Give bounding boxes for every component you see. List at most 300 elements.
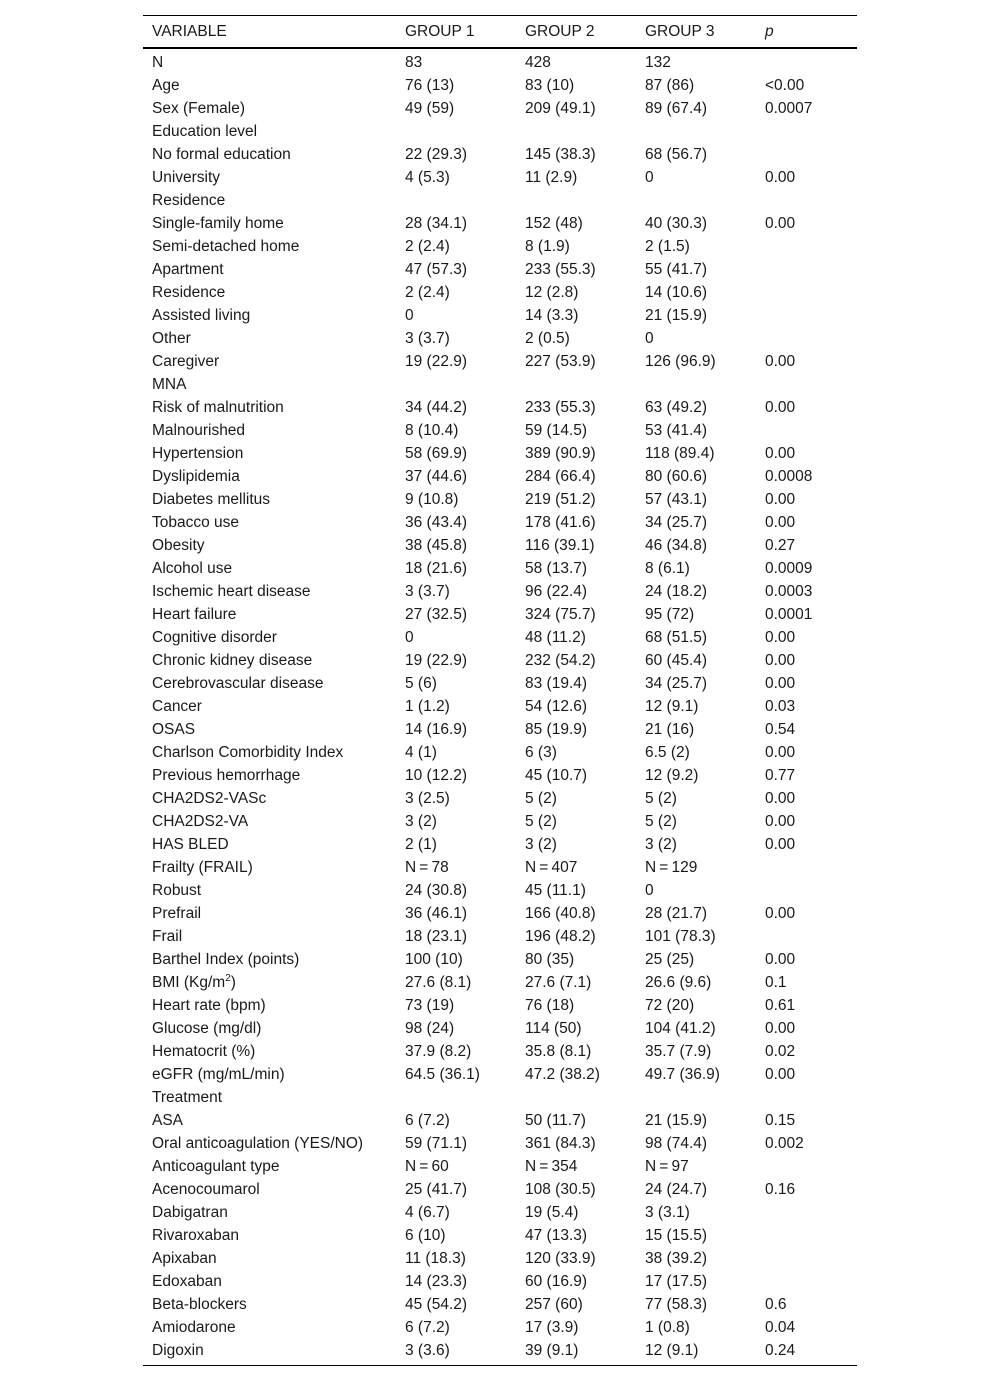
table-row — [143, 419, 857, 442]
table-row — [143, 212, 857, 235]
bmi-label-post: ) — [230, 973, 236, 991]
table-row — [143, 465, 857, 488]
table-cell-group-3: 25 (25) — [645, 950, 695, 968]
table-cell-group-1: 76 (13) — [405, 76, 455, 94]
table-cell-variable: Cerebrovascular disease — [152, 674, 324, 692]
table-cell-p-value: 0.61 — [765, 996, 796, 1014]
table-row — [143, 166, 857, 189]
table-cell-p-value: 0.00 — [765, 444, 796, 462]
table-row — [143, 649, 857, 672]
table-cell-group-3: 77 (58.3) — [645, 1295, 708, 1313]
table-cell-group-1: 14 (16.9) — [405, 720, 468, 738]
table-cell-p-value: 0.00 — [765, 628, 796, 646]
table-cell-group-1: 4 (6.7) — [405, 1203, 450, 1221]
table-cell-group-2: 361 (84.3) — [525, 1134, 596, 1152]
table-row — [143, 787, 857, 810]
table-cell-variable: CHA2DS2-VASc — [152, 789, 267, 807]
table-cell-group-2: 196 (48.2) — [525, 927, 596, 945]
table-cell-p-value: 0.16 — [765, 1180, 796, 1198]
table-cell-group-3: 17 (17.5) — [645, 1272, 708, 1290]
table-cell-group-3: 126 (96.9) — [645, 352, 716, 370]
data-table — [143, 15, 857, 1366]
table-cell-p-value: 0.00 — [765, 352, 796, 370]
table-cell-variable: eGFR (mg/mL/min) — [152, 1065, 285, 1083]
table-cell-p-value: 0.00 — [765, 835, 796, 853]
table-cell-group-1: 27.6 (8.1) — [405, 973, 472, 991]
table-cell-group-3: 28 (21.7) — [645, 904, 708, 922]
table-cell-group-1: 64.5 (36.1) — [405, 1065, 480, 1083]
table-cell-variable: Hematocrit (%) — [152, 1042, 256, 1060]
table-cell-p-value: 0.00 — [765, 398, 796, 416]
table-cell-group-1: 28 (34.1) — [405, 214, 468, 232]
table-cell-group-2: 83 (10) — [525, 76, 575, 94]
table-cell-group-1: 2 (2.4) — [405, 237, 450, 255]
table-cell-group-2: 232 (54.2) — [525, 651, 596, 669]
table-cell-group-3: 5 (2) — [645, 812, 677, 830]
table-cell-group-2: 3 (2) — [525, 835, 557, 853]
table-row — [143, 879, 857, 902]
table-cell-group-3: 26.6 (9.6) — [645, 973, 712, 991]
table-cell-group-2: 145 (38.3) — [525, 145, 596, 163]
table-cell-group-3: 98 (74.4) — [645, 1134, 708, 1152]
table-cell-variable: Anticoagulant type — [152, 1157, 280, 1175]
table-cell-group-1: 0 — [405, 306, 414, 324]
table-cell-group-2: 233 (55.3) — [525, 398, 596, 416]
table-cell-p-value: 0.00 — [765, 1019, 796, 1037]
table-cell-p-value: 0.02 — [765, 1042, 796, 1060]
table-row — [143, 557, 857, 580]
header-group-1: GROUP 1 — [405, 22, 475, 40]
table-cell-group-1: 37 (44.6) — [405, 467, 468, 485]
table-cell-group-3: 80 (60.6) — [645, 467, 708, 485]
table-cell-variable: Frail — [152, 927, 183, 945]
table-row — [143, 120, 857, 143]
table-cell-group-1: 45 (54.2) — [405, 1295, 468, 1313]
table-cell-variable: Other — [152, 329, 191, 347]
table-row — [143, 810, 857, 833]
table-row — [143, 833, 857, 856]
table-cell-group-2: 48 (11.2) — [525, 628, 586, 646]
table-cell-group-3: 118 (89.4) — [645, 444, 715, 462]
table-cell-p-value: 0.00 — [765, 513, 796, 531]
table-cell-variable: Residence — [152, 283, 226, 301]
table-cell-p-value: 0.0007 — [765, 99, 813, 117]
header-variable: VARIABLE — [152, 22, 227, 40]
table-cell-group-1: 38 (45.8) — [405, 536, 468, 554]
table-cell-variable: Heart rate (bpm) — [152, 996, 266, 1014]
table-cell-group-3: 24 (24.7) — [645, 1180, 708, 1198]
table-cell-p-value: 0.00 — [765, 789, 796, 807]
table-cell-group-2: 5 (2) — [525, 812, 557, 830]
table-row — [143, 1155, 857, 1178]
table-cell-p-value: 0.24 — [765, 1341, 796, 1359]
table-cell-group-3: N = 129 — [645, 858, 698, 876]
header-group-3: GROUP 3 — [645, 22, 715, 40]
table-row — [143, 718, 857, 741]
table-cell-group-2: 59 (14.5) — [525, 421, 588, 439]
table-cell-group-1: 19 (22.9) — [405, 352, 468, 370]
table-cell-group-3: 24 (18.2) — [645, 582, 708, 600]
table-cell-variable: Obesity — [152, 536, 205, 554]
table-cell-group-1: N = 78 — [405, 858, 449, 876]
table-row — [143, 258, 857, 281]
table-cell-variable: Cognitive disorder — [152, 628, 277, 646]
table-cell-variable: Dyslipidemia — [152, 467, 240, 485]
table-cell-variable: CHA2DS2-VA — [152, 812, 249, 830]
table-cell-group-1: 9 (10.8) — [405, 490, 459, 508]
table-cell-variable: HAS BLED — [152, 835, 229, 853]
table-row — [143, 1017, 857, 1040]
table-row — [143, 1316, 857, 1339]
table-cell-group-1: 3 (3.7) — [405, 329, 450, 347]
table-row — [143, 856, 857, 879]
table-cell-group-2: 85 (19.9) — [525, 720, 588, 738]
table-row — [143, 925, 857, 948]
table-cell-p-value: 0.002 — [765, 1134, 804, 1152]
table-cell-variable: Chronic kidney disease — [152, 651, 313, 669]
table-cell-group-2: 324 (75.7) — [525, 605, 596, 623]
table-cell-group-1: 18 (23.1) — [405, 927, 468, 945]
table-cell-variable: Ischemic heart disease — [152, 582, 311, 600]
table-cell-group-2: 96 (22.4) — [525, 582, 588, 600]
table-cell-group-3: 0 — [645, 168, 654, 186]
table-row — [143, 1040, 857, 1063]
table-cell-group-2: 45 (10.7) — [525, 766, 588, 784]
table-row — [143, 1086, 857, 1109]
table-row — [143, 1063, 857, 1086]
table-cell-group-1: 98 (24) — [405, 1019, 455, 1037]
table-cell-variable: Residence — [152, 191, 226, 209]
table-cell-variable: Acenocoumarol — [152, 1180, 260, 1198]
table-cell-variable: Robust — [152, 881, 202, 899]
table-cell-variable: Caregiver — [152, 352, 220, 370]
table-cell-group-2: 166 (40.8) — [525, 904, 596, 922]
table-cell-group-3: 12 (9.1) — [645, 697, 699, 715]
table-cell-variable: Heart failure — [152, 605, 237, 623]
table-cell-group-1: 6 (7.2) — [405, 1318, 450, 1336]
table-row — [143, 350, 857, 373]
table-row — [143, 1247, 857, 1270]
table-cell-group-3: 55 (41.7) — [645, 260, 708, 278]
table-cell-group-1: 8 (10.4) — [405, 421, 459, 439]
table-cell-group-2: 227 (53.9) — [525, 352, 596, 370]
table-cell-group-1: 73 (19) — [405, 996, 455, 1014]
table-cell-variable: N — [152, 53, 164, 71]
table-cell-group-2: 19 (5.4) — [525, 1203, 579, 1221]
table-cell-group-3: 1 (0.8) — [645, 1318, 690, 1336]
table-row — [143, 97, 857, 120]
table-cell-variable: Malnourished — [152, 421, 246, 439]
table-cell-p-value: 0.00 — [765, 904, 796, 922]
table-row — [143, 1339, 857, 1362]
table-row — [143, 281, 857, 304]
table-cell-variable: Amiodarone — [152, 1318, 236, 1336]
table-cell-group-1: 24 (30.8) — [405, 881, 468, 899]
table-cell-variable: University — [152, 168, 221, 186]
header-group-2: GROUP 2 — [525, 22, 595, 40]
table-cell-group-2: 2 (0.5) — [525, 329, 570, 347]
table-cell-group-1: 2 (2.4) — [405, 283, 450, 301]
table-row — [143, 442, 857, 465]
table-cell-group-1: 49 (59) — [405, 99, 455, 117]
table-cell-group-3: 21 (15.9) — [645, 306, 708, 324]
table-cell-group-1: 34 (44.2) — [405, 398, 468, 416]
table-cell-group-3: 14 (10.6) — [645, 283, 708, 301]
table-cell-variable: Education level — [152, 122, 258, 140]
table-cell-group-2: 60 (16.9) — [525, 1272, 588, 1290]
table-cell-group-3: 53 (41.4) — [645, 421, 708, 439]
table-cell-p-value: 0.00 — [765, 812, 796, 830]
table-cell-group-1: 2 (1) — [405, 835, 437, 853]
table-cell-group-1: 6 (7.2) — [405, 1111, 450, 1129]
table-row — [143, 672, 857, 695]
table-header-row — [143, 16, 857, 47]
table-cell-group-3: 2 (1.5) — [645, 237, 690, 255]
table-cell-group-3: 12 (9.2) — [645, 766, 699, 784]
table-cell-p-value: 0.00 — [765, 490, 796, 508]
table-bottom-rule — [143, 1365, 857, 1366]
table-cell-group-3: 104 (41.2) — [645, 1019, 716, 1037]
table-cell-variable: Rivaroxaban — [152, 1226, 240, 1244]
table-row — [143, 1293, 857, 1316]
table-cell-group-1: 3 (2.5) — [405, 789, 450, 807]
table-cell-variable: Hypertension — [152, 444, 244, 462]
table-cell-group-2: 108 (30.5) — [525, 1180, 596, 1198]
table-body — [143, 49, 857, 1362]
table-cell-variable: MNA — [152, 375, 187, 393]
table-cell-variable: Glucose (mg/dl) — [152, 1019, 262, 1037]
table-cell-variable: Semi-detached home — [152, 237, 300, 255]
table-cell-group-3: 0 — [645, 881, 654, 899]
table-cell-group-1: 83 — [405, 53, 423, 71]
table-cell-group-3: N = 97 — [645, 1157, 689, 1175]
table-cell-group-2: 5 (2) — [525, 789, 557, 807]
table-cell-group-1: 6 (10) — [405, 1226, 446, 1244]
table-cell-variable: Digoxin — [152, 1341, 204, 1359]
table-cell-group-2: 80 (35) — [525, 950, 575, 968]
table-cell-group-1: 14 (23.3) — [405, 1272, 468, 1290]
table-cell-variable: Oral anticoagulation (YES/NO) — [152, 1134, 364, 1152]
table-cell-variable: Cancer — [152, 697, 202, 715]
table-cell-group-3: 0 — [645, 329, 654, 347]
table-cell-group-3: 12 (9.1) — [645, 1341, 699, 1359]
table-row — [143, 189, 857, 212]
table-cell-variable: Age — [152, 76, 180, 94]
table-cell-group-3: 87 (86) — [645, 76, 695, 94]
table-cell-group-2: 219 (51.2) — [525, 490, 596, 508]
table-cell-group-2: 35.8 (8.1) — [525, 1042, 592, 1060]
table-cell-group-2: 27.6 (7.1) — [525, 973, 592, 991]
table-cell-group-2: 45 (11.1) — [525, 881, 586, 899]
table-row — [143, 74, 857, 97]
table-cell-group-3: 132 — [645, 53, 671, 71]
table-cell-group-2: 47 (13.3) — [525, 1226, 588, 1244]
table-cell-variable: Prefrail — [152, 904, 202, 922]
table-cell-group-3: 57 (43.1) — [645, 490, 708, 508]
table-cell-group-2: 8 (1.9) — [525, 237, 570, 255]
table-cell-group-2: 209 (49.1) — [525, 99, 596, 117]
table-cell-group-1: 0 — [405, 628, 414, 646]
table-cell-p-value: 0.27 — [765, 536, 796, 554]
table-cell-group-1: 37.9 (8.2) — [405, 1042, 472, 1060]
table-cell-group-3: 46 (34.8) — [645, 536, 708, 554]
table-rows-group — [143, 994, 857, 1362]
table-cell-group-2: 116 (39.1) — [525, 536, 595, 554]
table-row — [143, 373, 857, 396]
table-cell-variable: Edoxaban — [152, 1272, 222, 1290]
table-cell-group-3: 5 (2) — [645, 789, 677, 807]
table-cell-group-3: 3 (3.1) — [645, 1203, 690, 1221]
table-cell-group-3: 68 (51.5) — [645, 628, 708, 646]
table-cell-variable: Apixaban — [152, 1249, 217, 1267]
table-row — [143, 51, 857, 74]
table-row — [143, 1178, 857, 1201]
table-cell-group-3: 3 (2) — [645, 835, 677, 853]
table-cell-group-1: 5 (6) — [405, 674, 437, 692]
table-cell-group-2: 11 (2.9) — [525, 168, 578, 186]
table-cell-p-value: 0.00 — [765, 743, 796, 761]
table-row — [143, 902, 857, 925]
table-cell-group-1: 25 (41.7) — [405, 1180, 468, 1198]
table-cell-group-2: 284 (66.4) — [525, 467, 596, 485]
table-cell-variable: Previous hemorrhage — [152, 766, 301, 784]
table-cell-group-1: 3 (3.6) — [405, 1341, 450, 1359]
table-cell-group-1: 22 (29.3) — [405, 145, 468, 163]
table-row — [143, 626, 857, 649]
table-cell-group-1: 58 (69.9) — [405, 444, 468, 462]
table-cell-p-value: 0.0001 — [765, 605, 813, 623]
table-cell-group-3: 35.7 (7.9) — [645, 1042, 712, 1060]
table-row — [143, 1270, 857, 1293]
table-cell-group-2: 257 (60) — [525, 1295, 583, 1313]
table-row — [143, 695, 857, 718]
table-cell-group-1: 4 (5.3) — [405, 168, 450, 186]
table-cell-group-1: 10 (12.2) — [405, 766, 468, 784]
table-cell-variable: Beta-blockers — [152, 1295, 247, 1313]
table-cell-group-2: 47.2 (38.2) — [525, 1065, 600, 1083]
table-cell-group-3: 101 (78.3) — [645, 927, 716, 945]
table-cell-group-1: 18 (21.6) — [405, 559, 468, 577]
table-cell-variable: Apartment — [152, 260, 224, 278]
table-cell-p-value: 0.00 — [765, 651, 796, 669]
table-cell-variable: Sex (Female) — [152, 99, 246, 117]
table-cell-group-3: 21 (16) — [645, 720, 695, 738]
table-cell-group-2: 39 (9.1) — [525, 1341, 579, 1359]
table-cell-variable: Alcohol use — [152, 559, 233, 577]
table-cell-variable — [143, 974, 405, 992]
table-cell-group-2: 233 (55.3) — [525, 260, 596, 278]
table-cell-variable: ASA — [152, 1111, 184, 1129]
table-row — [143, 948, 857, 971]
table-cell-group-2: 178 (41.6) — [525, 513, 596, 531]
table-row — [143, 235, 857, 258]
table-cell-p-value: 0.0003 — [765, 582, 813, 600]
table-cell-group-1: 27 (32.5) — [405, 605, 468, 623]
table-cell-group-2: 54 (12.6) — [525, 697, 588, 715]
table-cell-p-value: 0.0009 — [765, 559, 813, 577]
table-cell-group-3: 72 (20) — [645, 996, 695, 1014]
table-cell-group-1: 36 (46.1) — [405, 904, 468, 922]
table-cell-group-2: 17 (3.9) — [525, 1318, 579, 1336]
table-cell-p-value: 0.54 — [765, 720, 796, 738]
table-cell-group-1: 3 (3.7) — [405, 582, 450, 600]
table-cell-group-2: 12 (2.8) — [525, 283, 579, 301]
table-cell-group-3: 6.5 (2) — [645, 743, 690, 761]
table-cell-p-value: 0.00 — [765, 168, 796, 186]
table-cell-variable: Diabetes mellitus — [152, 490, 271, 508]
table-cell-group-1: N = 60 — [405, 1157, 449, 1175]
table-cell-group-2: 152 (48) — [525, 214, 583, 232]
table-cell-group-2: 14 (3.3) — [525, 306, 579, 324]
table-row — [143, 396, 857, 419]
table-cell-variable: Single-family home — [152, 214, 284, 232]
table-cell-p-value: 0.03 — [765, 697, 796, 715]
table-cell-variable: Assisted living — [152, 306, 251, 324]
table-cell-group-3: 60 (45.4) — [645, 651, 708, 669]
table-cell-p-value: 0.04 — [765, 1318, 796, 1336]
table-cell-group-1: 3 (2) — [405, 812, 437, 830]
table-cell-group-3: 68 (56.7) — [645, 145, 708, 163]
table-cell-group-3: 34 (25.7) — [645, 674, 708, 692]
table-cell-p-value: 0.15 — [765, 1111, 796, 1129]
table-cell-group-2: 50 (11.7) — [525, 1111, 586, 1129]
table-cell-group-3: 89 (67.4) — [645, 99, 708, 117]
table-cell-variable: OSAS — [152, 720, 196, 738]
table-cell-group-2: 428 — [525, 53, 551, 71]
table-cell-p-value: 0.1 — [765, 973, 787, 991]
table-cell-group-2: 76 (18) — [525, 996, 575, 1014]
table-cell-p-value: 0.0008 — [765, 467, 813, 485]
table-cell-group-2: 114 (50) — [525, 1019, 582, 1037]
table-cell-variable: Treatment — [152, 1088, 223, 1106]
table-cell-group-2: 83 (19.4) — [525, 674, 588, 692]
table-cell-p-value: 0.77 — [765, 766, 796, 784]
table-row — [143, 488, 857, 511]
table-cell-group-3: 21 (15.9) — [645, 1111, 708, 1129]
table-row — [143, 534, 857, 557]
table-cell-group-2: N = 407 — [525, 858, 578, 876]
table-cell-group-3: 8 (6.1) — [645, 559, 690, 577]
table-cell-group-2: N = 354 — [525, 1157, 578, 1175]
table-row — [143, 143, 857, 166]
table-cell-group-1: 100 (10) — [405, 950, 463, 968]
table-cell-group-1: 47 (57.3) — [405, 260, 468, 278]
table-cell-p-value: <0.00 — [765, 76, 805, 94]
table-cell-variable: Frailty (FRAIL) — [152, 858, 253, 876]
table-cell-p-value: 0.00 — [765, 1065, 796, 1083]
table-cell-group-3: 49.7 (36.9) — [645, 1065, 720, 1083]
table-cell-variable: Tobacco use — [152, 513, 240, 531]
table-row — [143, 1224, 857, 1247]
table-cell-group-1: 1 (1.2) — [405, 697, 450, 715]
table-cell-p-value: 0.00 — [765, 674, 796, 692]
table-cell-group-3: 63 (49.2) — [645, 398, 708, 416]
table-row-bmi — [143, 971, 857, 994]
table-row — [143, 741, 857, 764]
table-cell-group-1: 36 (43.4) — [405, 513, 468, 531]
table-cell-group-3: 40 (30.3) — [645, 214, 708, 232]
table-cell-group-2: 389 (90.9) — [525, 444, 596, 462]
table-cell-group-3: 15 (15.5) — [645, 1226, 708, 1244]
table-cell-group-1: 4 (1) — [405, 743, 437, 761]
table-row — [143, 764, 857, 787]
table-row — [143, 603, 857, 626]
table-cell-group-2: 6 (3) — [525, 743, 557, 761]
table-cell-variable: Dabigatran — [152, 1203, 228, 1221]
table-cell-group-2: 120 (33.9) — [525, 1249, 596, 1267]
table-row — [143, 1109, 857, 1132]
table-row — [143, 304, 857, 327]
